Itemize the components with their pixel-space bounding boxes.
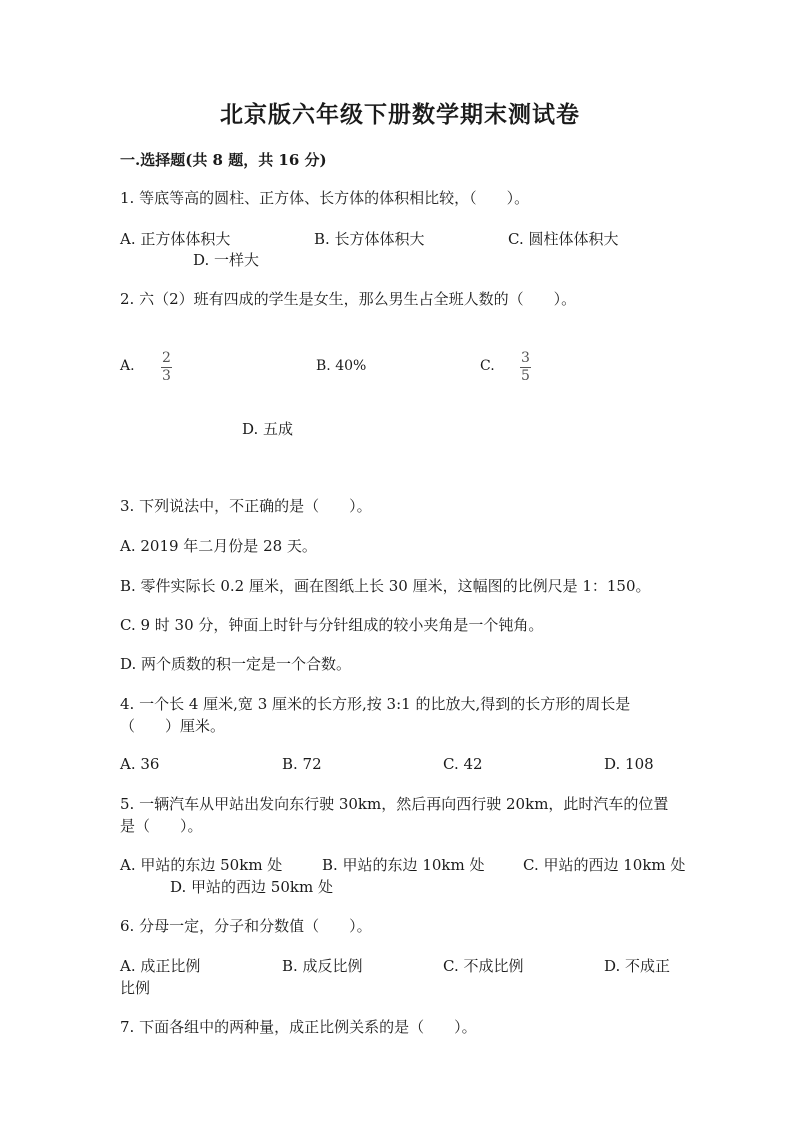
question-7-stem: 7. 下面各组中的两种量，成正比例关系的是（ ）。: [120, 1018, 477, 1036]
question-4-option-d: D. 108: [604, 755, 654, 773]
question-6-stem: 6. 分母一定，分子和分数值（ ）。: [120, 917, 372, 935]
question-2-option-b: B. 40%: [316, 358, 367, 374]
question-1-option-d: D. 一样大: [193, 251, 260, 269]
question-3-option-c: C. 9 时 30 分，钟面上时针与分针组成的较小夹角是一个钝角。: [120, 616, 544, 634]
question-1-option-c: C. 圆柱体体积大: [508, 230, 619, 248]
question-4-option-c: C. 42: [443, 755, 483, 773]
question-3-option-d: D. 两个质数的积一定是一个合数。: [120, 655, 352, 673]
fraction-denominator: 3: [162, 368, 171, 384]
page-title: 北京版六年级下册数学期末测试卷: [220, 101, 580, 128]
section-heading: 一.选择题(共 8 题，共 16 分): [120, 151, 327, 169]
fraction-denominator: 5: [521, 368, 530, 384]
question-3-option-b: B. 零件实际长 0.2 厘米，画在图纸上长 30 厘米，这幅图的比例尺是 1：150。: [120, 577, 651, 595]
question-4-option-b: B. 72: [282, 755, 322, 773]
question-1-option-a: A. 正方体体积大: [120, 230, 231, 248]
question-5-option-d: D. 甲站的西边 50km 处: [170, 878, 333, 896]
question-6-option-c: C. 不成比例: [443, 957, 524, 975]
question-4-stem-line-1: 4. 一个长 4 厘米,宽 3 厘米的长方形,按 3:1 的比放大,得到的长方形的周长是: [120, 695, 631, 713]
question-1-stem: 1. 等底等高的圆柱、正方体、长方体的体积相比较，（ ）。: [120, 189, 530, 207]
fraction-numerator: 3: [521, 350, 530, 366]
question-2-stem: 2. 六（2）班有四成的学生是女生，那么男生占全班人数的（ ）。: [120, 290, 577, 308]
question-3-option-a: A. 2019 年二月份是 28 天。: [120, 537, 317, 555]
question-4-stem-line-2: （ ）厘米。: [120, 717, 226, 735]
question-6-option-b: B. 成反比例: [282, 957, 363, 975]
question-2-option-c-fraction: [520, 351, 531, 384]
question-4-option-a: A. 36: [120, 755, 160, 773]
question-5-option-c: C. 甲站的西边 10km 处: [523, 856, 686, 874]
question-2-option-c-label: C.: [480, 358, 495, 374]
fraction-numerator: 2: [162, 350, 171, 366]
question-5-option-b: B. 甲站的东边 10km 处: [322, 856, 485, 874]
question-5-option-a: A. 甲站的东边 50km 处: [120, 856, 283, 874]
question-6-option-d-continued: 比例: [120, 979, 151, 997]
question-5-stem-line-2: 是（ ）。: [120, 817, 203, 835]
question-1-option-b: B. 长方体体积大: [314, 230, 425, 248]
question-3-stem: 3. 下列说法中，不正确的是（ ）。: [120, 497, 372, 515]
question-5-stem-line-1: 5. 一辆汽车从甲站出发向东行驶 30km，然后再向西行驶 20km，此时汽车的位置: [120, 795, 669, 813]
question-2-option-a-fraction: [161, 351, 172, 384]
question-6-option-a: A. 成正比例: [120, 957, 201, 975]
question-2-option-d: D. 五成: [242, 420, 294, 438]
question-6-option-d: D. 不成正: [604, 957, 671, 975]
question-2-option-a-label: A.: [120, 358, 135, 374]
